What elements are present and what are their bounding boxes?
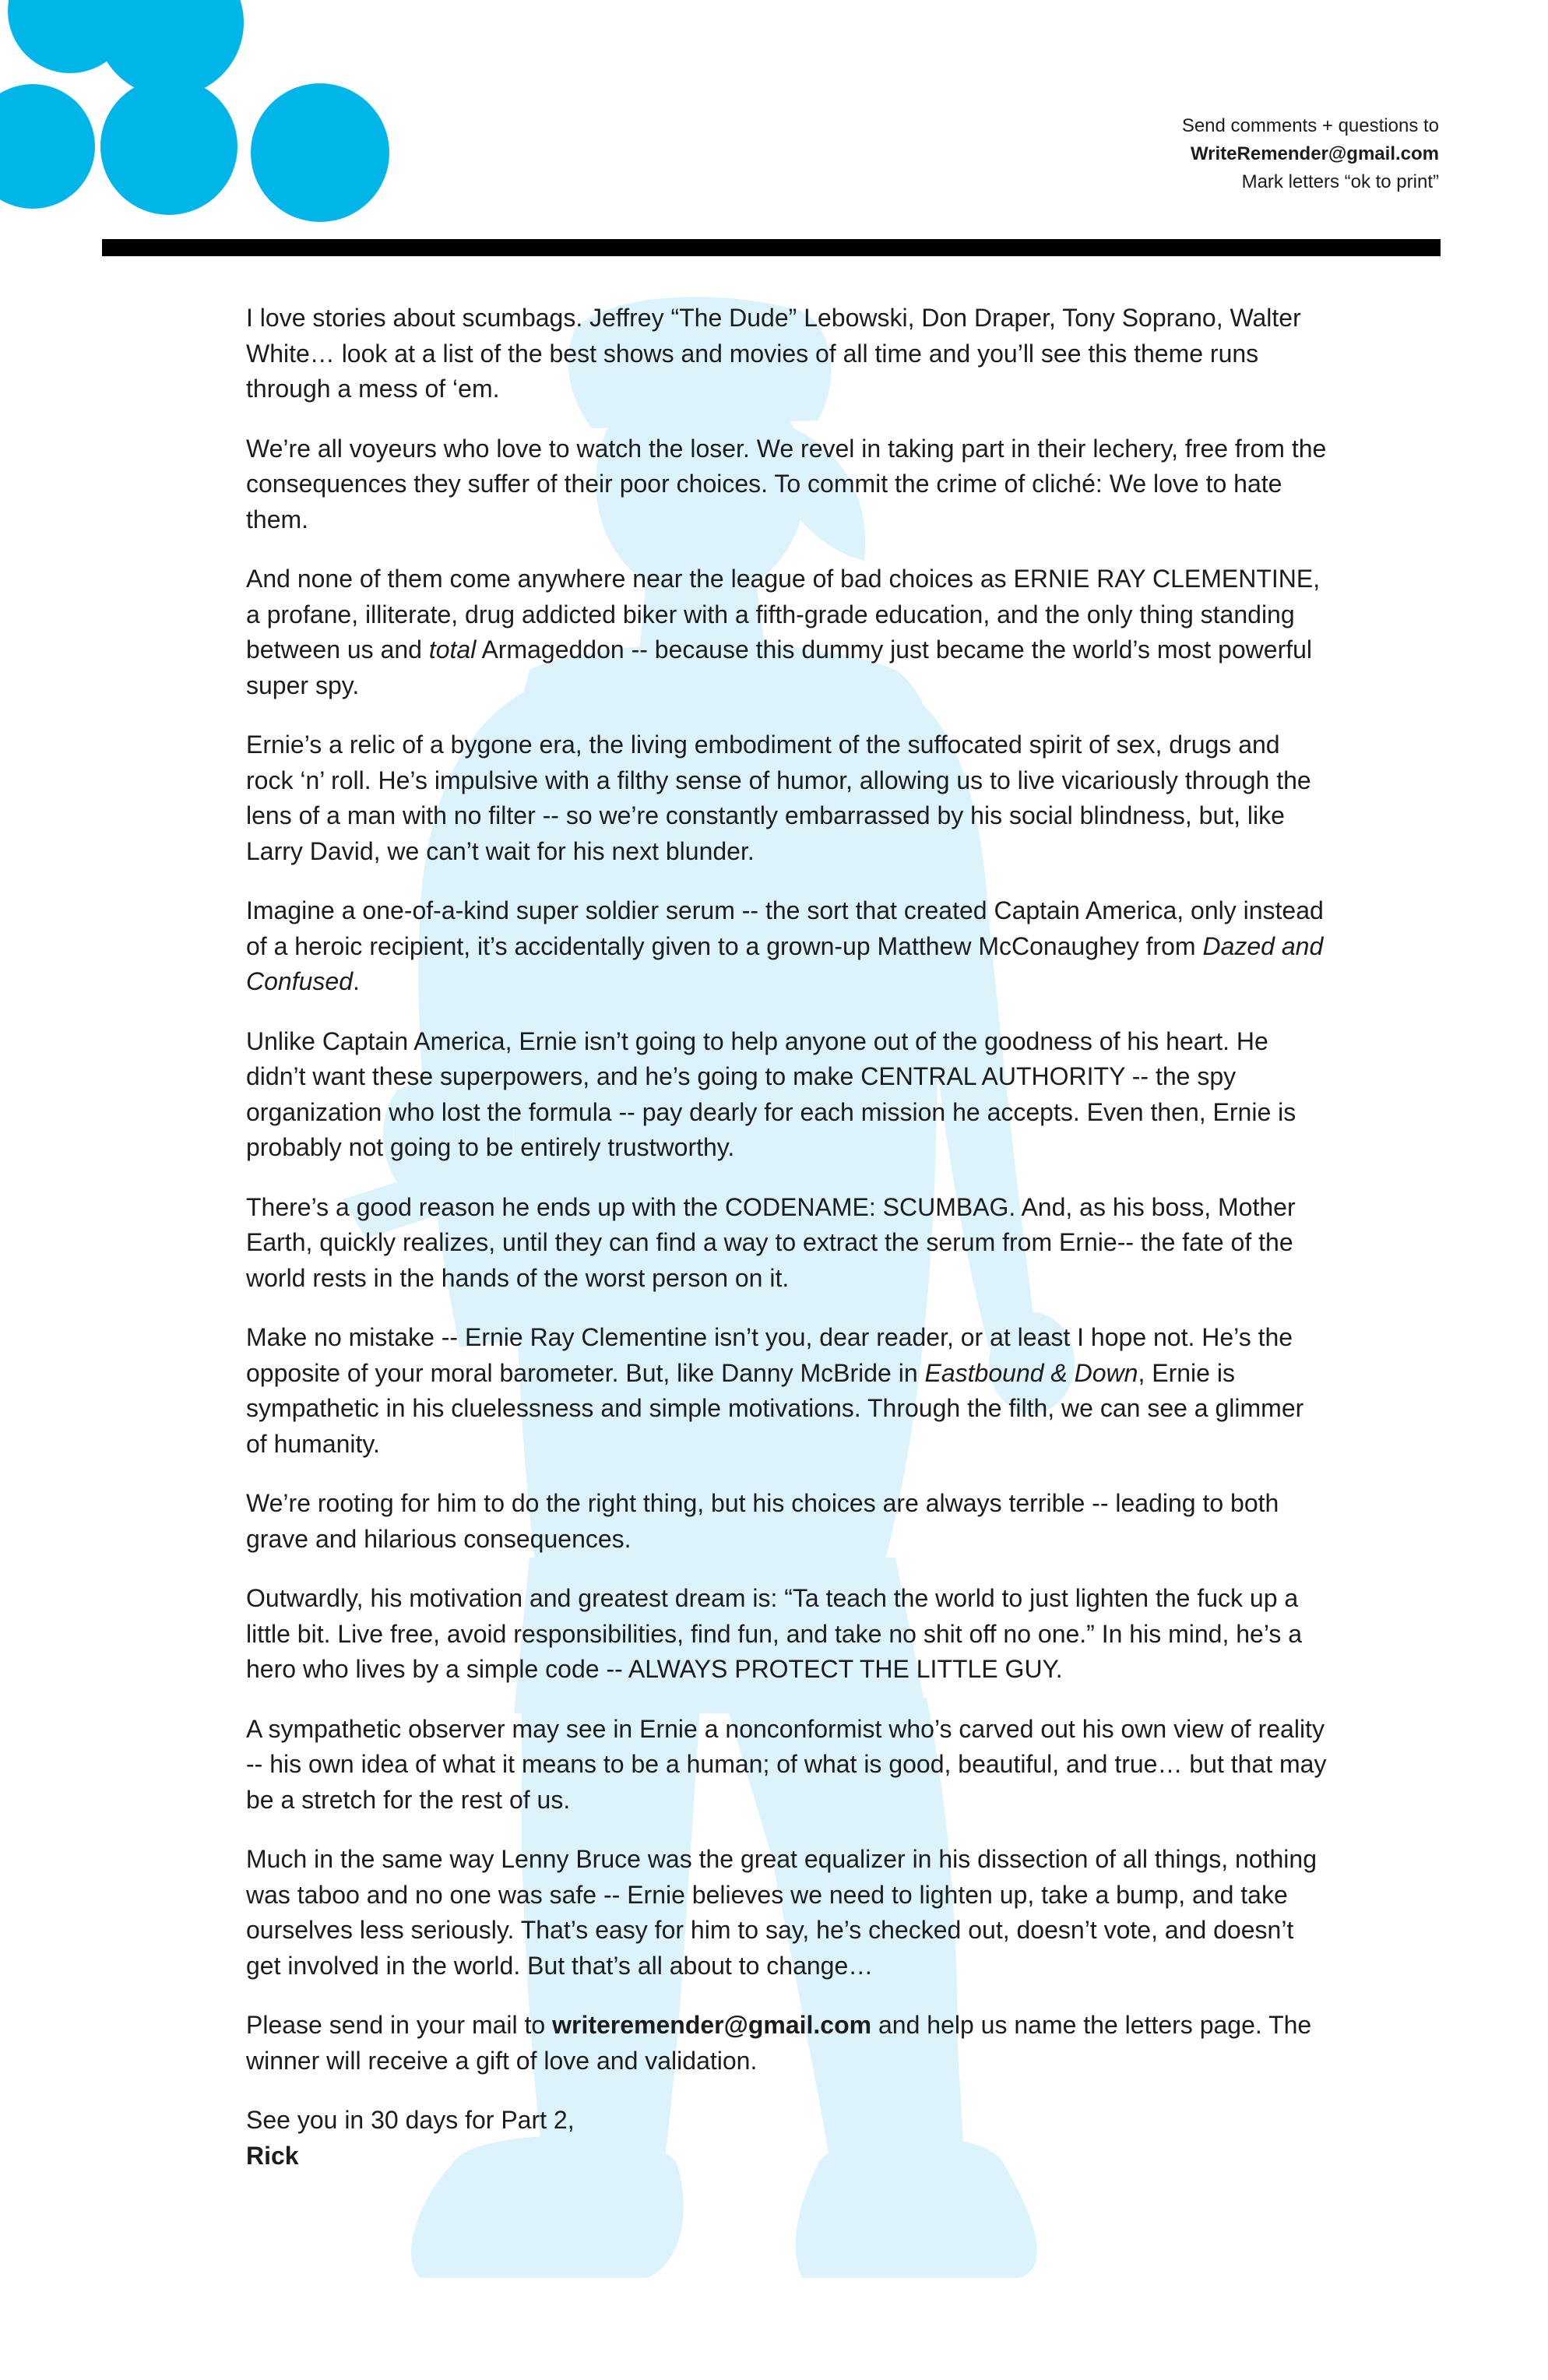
emphasis-text: Dazed and Confused xyxy=(246,931,1324,995)
letter-paragraph: Ernie’s a relic of a bygone era, the living embodiment of the suffocated spirit of sex, drugs and rock ‘n’ roll. He’s impulsive with a filthy sense of humor, allowing us to live vicariously through the lens of a man with no filter -- so we’re constantly embarrassed by his social blindness, but, like Larry David, we can’t wait for his next blunder. xyxy=(246,731,1311,865)
decorative-dot xyxy=(100,78,237,215)
contact-line: Send comments + questions to xyxy=(1181,115,1439,136)
letter-closing xyxy=(246,2103,1328,2174)
letter-body xyxy=(246,301,1328,2198)
mail-email-link[interactable]: writeremender@gmail.com xyxy=(552,2011,872,2039)
letter-paragraph: We’re all voyeurs who love to watch the loser. We revel in taking part in their lechery, free from the consequences they suffer of their poor choices. To commit the crime of cliché: We love to hate them. xyxy=(246,434,1327,533)
header-rule xyxy=(102,239,1441,256)
signature: Rick xyxy=(246,2141,299,2170)
emphasis-text: Eastbound & Down xyxy=(924,1358,1138,1387)
letter-paragraph xyxy=(246,1320,1328,1462)
contact-note: Mark letters “ok to print” xyxy=(1241,171,1439,192)
paragraph-text: and help us name the letters page. The winner will receive a gift of love and validation. xyxy=(246,2011,1312,2075)
letter-paragraph: Outwardly, his motivation and greatest dream is: “Ta teach the world to just lighten the fuck up a little bit. Live free, avoid responsibilities, find fun, and take no shit off no one.” In his mind, he’s a hero who lives by a simple code -- ALWAYS PROTECT THE LITTLE GUY. xyxy=(246,1584,1303,1683)
closing-text: See you in 30 days for Part 2, xyxy=(246,2106,575,2134)
paragraph-text: Armageddon -- because this dummy just became the world’s most powerful super spy. xyxy=(246,635,1313,699)
letter-paragraph: We’re rooting for him to do the right thing, but his choices are always terrible -- leading to both grave and hilarious consequences. xyxy=(246,1489,1279,1553)
contact-info xyxy=(1182,112,1439,196)
letter-paragraph xyxy=(246,562,1328,703)
paragraph-text: And none of them come anywhere near the league of bad choices as ERNIE RAY CLEMENTINE, a profane, illiterate, drug addicted biker with a fifth-grade education, and the only thing standing between us and xyxy=(246,565,1321,664)
letter-paragraph xyxy=(246,2008,1328,2079)
letter-paragraph: There’s a good reason he ends up with the CODENAME: SCUMBAG. And, as his boss, Mother Earth, quickly realizes, until they can find a way to extract the serum from Ernie-- the fate of the world rests in the hands of the worst person on it. xyxy=(246,1192,1296,1292)
letter-paragraph: I love stories about scumbags. Jeffrey “The Dude” Lebowski, Don Draper, Tony Soprano, Walter White… look at a list of the best shows and movies of all time and you’ll see this theme runs through a mess of ‘em. xyxy=(246,304,1301,403)
letter-paragraph: Unlike Captain America, Ernie isn’t going to help anyone out of the goodness of his heart. He didn’t want these superpowers, and he’s going to make CENTRAL AUTHORITY -- the spy organization who lost the formula -- pay dearly for each mission he accepts. Even then, Ernie is probably not going to be entirely trustworthy. xyxy=(246,1026,1296,1161)
contact-email-link[interactable]: WriteRemender@gmail.com xyxy=(1190,143,1439,164)
letter-paragraph xyxy=(246,893,1328,1000)
letter-paragraph: A sympathetic observer may see in Ernie a nonconformist who’s carved out his own view of reality -- his own idea of what it means to be a human; of what is good, beautiful, and true… but that may be a stretch for the rest of us. xyxy=(246,1714,1327,1814)
decorative-dot xyxy=(251,83,389,222)
letter-paragraph: Much in the same way Lenny Bruce was the great equalizer in his dissection of all things, nothing was taboo and no one was safe -- Ernie believes we need to lighten up, take a bump, and take ourselves less seriously. That’s easy for him to say, he’s checked out, doesn’t vote, and doesn’t get involved in the world. But that’s all about to change… xyxy=(246,1845,1317,1980)
emphasis-text: total xyxy=(428,635,477,664)
paragraph-text: Imagine a one-of-a-kind super soldier serum -- the sort that created Captain America, only instead of a heroic recipient, it’s accidentally given to a grown-up Matthew McConaughey from xyxy=(246,896,1324,960)
decorative-dot xyxy=(0,84,95,209)
paragraph-text: Make no mistake -- Ernie Ray Clementine isn’t you, dear reader, or at least I hope not. He’s the opposite of your moral barometer. But, like Danny McBride in xyxy=(246,1323,1293,1387)
paragraph-text: . xyxy=(352,967,360,995)
paragraph-text: , Ernie is sympathetic in his cluelessness and simple motivations. Through the filth, we can see a glimmer of humanity. xyxy=(246,1358,1304,1458)
paragraph-text: Please send in your mail to xyxy=(246,2011,553,2039)
